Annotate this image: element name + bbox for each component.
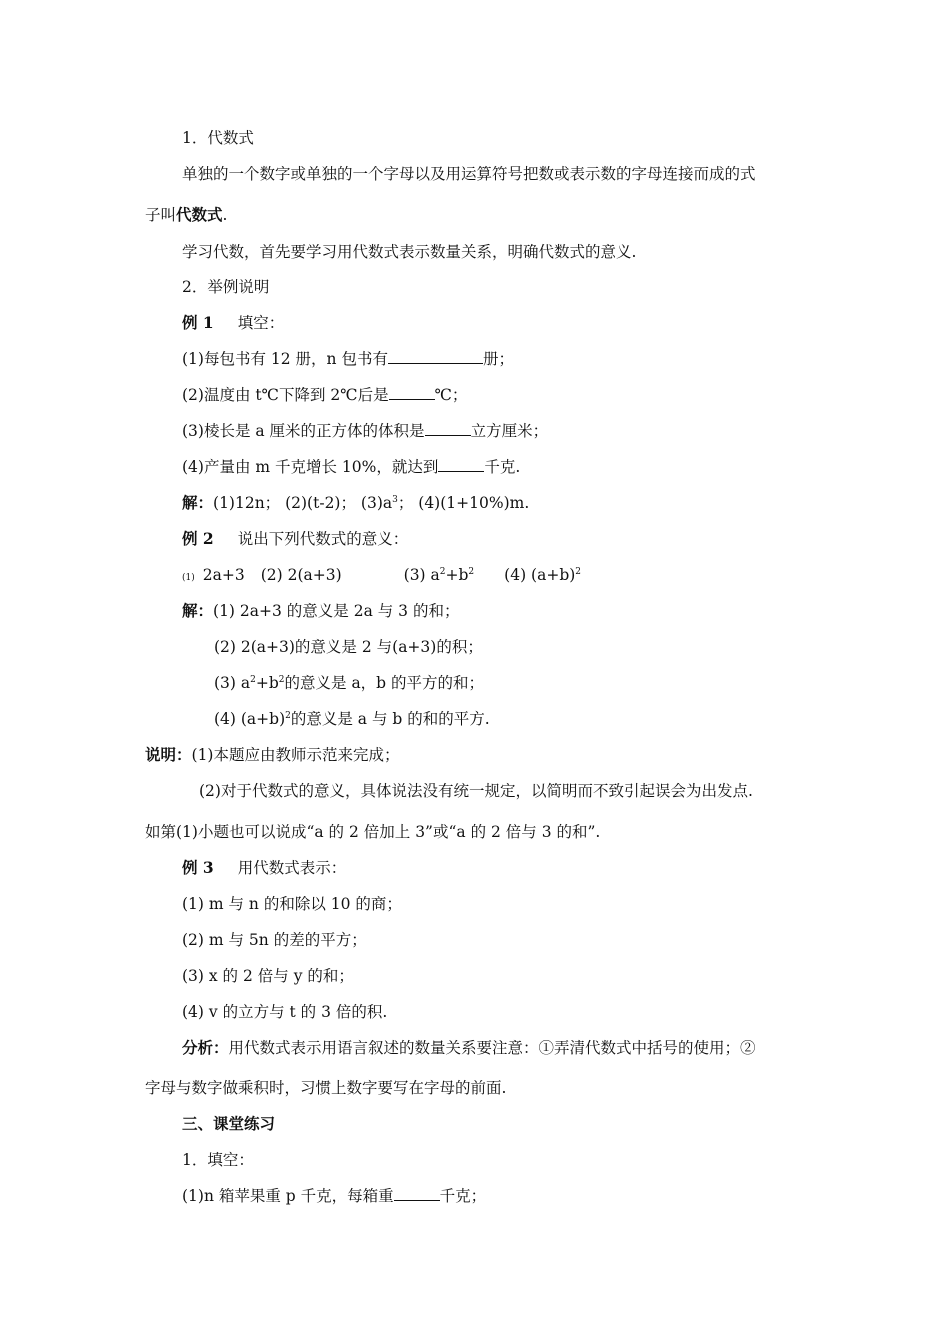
practice-heading: 三、课堂练习: [182, 1114, 276, 1133]
example3-label: 例 3: [182, 858, 214, 877]
answer-blank: [438, 457, 484, 472]
example2-header: [182, 529, 408, 549]
example1-label: 例 1: [182, 313, 214, 332]
practice-subheading: 1．填空：: [182, 1151, 254, 1169]
definition-line-1: 单独的一个数字或单独的一个字母以及用运算符号把数或表示数的字母连接而成的式: [182, 165, 756, 183]
answer-blank: [425, 421, 471, 436]
definition-term: 代数式: [176, 205, 223, 224]
practice-question-1: (1)n 箱苹果重 p 千克，每箱重 千克；: [182, 1187, 487, 1205]
example2-answer-1: 解：(1) 2a+3 的意义是 2a 与 3 的和；: [182, 601, 460, 620]
analysis-label: 分析：: [182, 1038, 229, 1057]
example1-question-2: (2)温度由 t℃下降到 2℃后是 ℃；: [182, 386, 468, 404]
example1-question-1: (1)每包书有 12 册，n 包书有 册；: [182, 350, 514, 368]
explanation-line-1: 说明：(1)本题应由教师示范来完成；: [145, 745, 400, 764]
analysis-line-2: 字母与数字做乘积时，习惯上数字要写在字母的前面.: [145, 1079, 507, 1097]
example3-item-3: (3) x 的 2 倍与 y 的和；: [182, 967, 354, 985]
explanation-line-2: (2)对于代数式的意义，具体说法没有统一规定，以简明而不致引起误会为出发点.: [199, 782, 753, 800]
answer-label: 解：: [182, 493, 214, 512]
example1-title: 填空：: [237, 314, 285, 332]
section1-heading: 1．代数式: [182, 129, 254, 147]
example2-label: 例 2: [182, 529, 214, 548]
example1-header: [182, 313, 284, 333]
example3-item-2: (2) m 与 5n 的差的平方；: [182, 931, 367, 949]
example3-item-4: (4) v 的立方与 t 的 3 倍的积.: [182, 1003, 388, 1021]
example2-title: 说出下列代数式的意义：: [237, 530, 409, 548]
definition-suffix: .: [222, 206, 228, 224]
answer-blank: [394, 1186, 440, 1201]
section2-heading: 2．举例说明: [182, 278, 270, 296]
example1-question-4: (4)产量由 m 千克增长 10%，就达到 千克.: [182, 458, 521, 476]
example3-header: [182, 858, 346, 878]
answer-blank: [388, 349, 483, 364]
analysis-line-1: 分析：用代数式表示用语言叙述的数量关系要注意：①弄清代数式中括号的使用；②: [182, 1038, 756, 1057]
definition-prefix: 子叫: [145, 206, 177, 224]
explanation-label: 说明：: [145, 745, 192, 764]
explanation-line-3: 如第(1)小题也可以说成“a 的 2 倍加上 3”或“a 的 2 倍与 3 的和”.: [145, 823, 601, 841]
example2-answer-4: (4) $(a+b)^2$的意义是 a 与 b 的和的平方.: [214, 710, 490, 728]
example2-items: (1) 2a+3 (2) 2(a+3) (3) $a^2+b^2$ (4) $(a+b)^2$: [182, 566, 582, 584]
definition-line-2: [145, 205, 227, 225]
example1-question-3: (3)棱长是 a 厘米的正方体的体积是 立方厘米；: [182, 422, 549, 440]
section1-note: 学习代数，首先要学习用代数式表示数量关系，明确代数式的意义.: [182, 243, 637, 261]
example2-answer-3: (3) $a^2+b^2$的意义是 a，b 的平方的和；: [214, 674, 485, 692]
answer-blank: [389, 385, 435, 400]
answer-label: 解：: [182, 601, 214, 620]
example3-item-1: (1) m 与 n 的和除以 10 的商；: [182, 895, 402, 913]
example1-answer: 解：(1)12n； (2)(t-2)； $(3)a^3$； (4)(1+10%)m.: [182, 493, 530, 512]
example3-title: 用代数式表示：: [237, 859, 347, 877]
example2-answer-2: (2) 2(a+3)的意义是 2 与(a+3)的积；: [214, 638, 483, 656]
